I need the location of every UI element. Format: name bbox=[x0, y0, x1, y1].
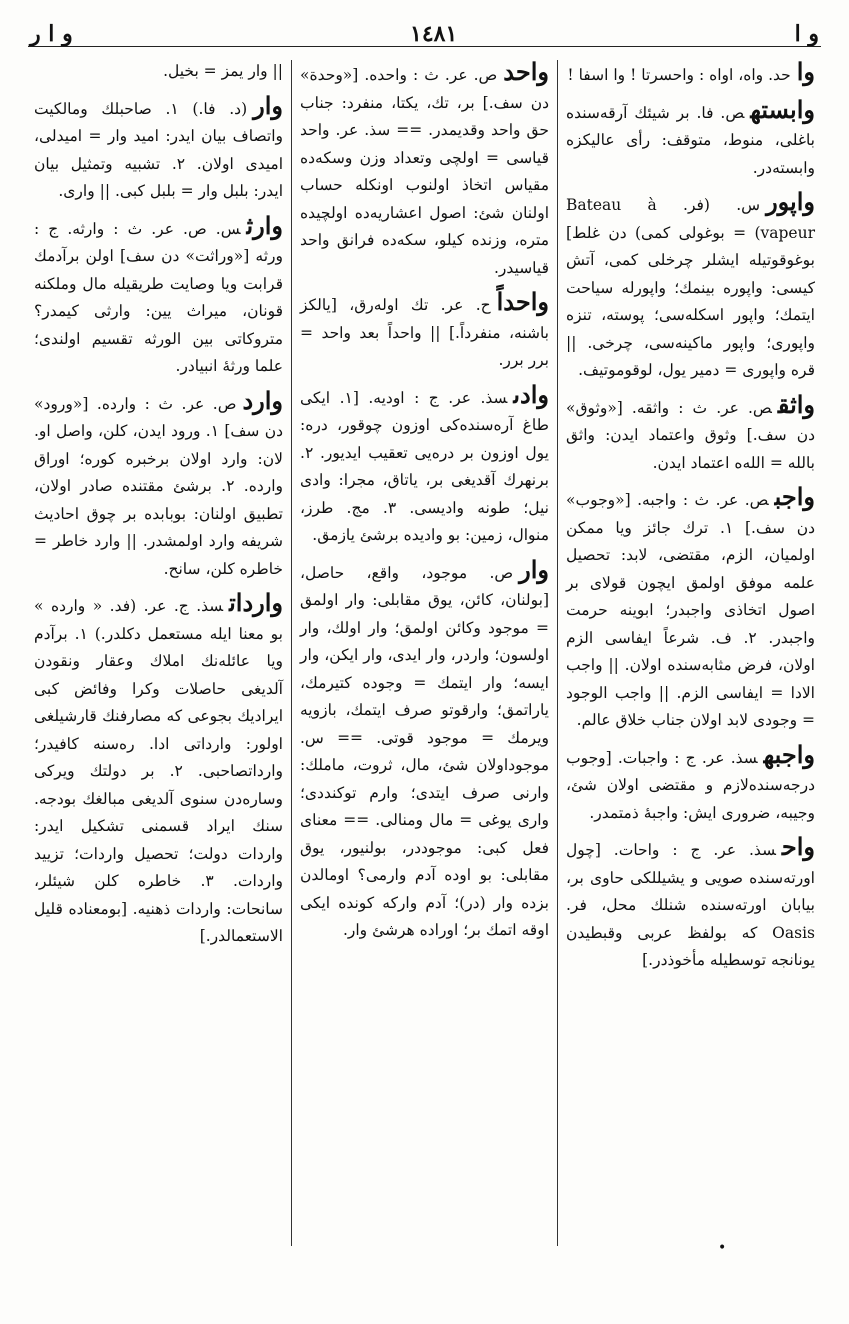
entry-headword: وابسته bbox=[750, 94, 815, 124]
entry-headword: وادى bbox=[513, 379, 549, 409]
dictionary-entry bbox=[566, 483, 815, 735]
footer-mark: • bbox=[718, 1240, 727, 1256]
entry-headword: وارث bbox=[246, 210, 283, 240]
entry-definition: ح. عر. تك اوله‌رق، [يالكز باشنه، منفرداً.] || واحداً بعد واحد = برر برر. bbox=[300, 296, 549, 369]
entry-headword: واح bbox=[781, 832, 815, 861]
entry-headword: واجبه bbox=[763, 739, 815, 769]
entry-definition: حد. واه، اواه : واحسرتا ! وا اسفا ! bbox=[567, 66, 791, 84]
dictionary-entry bbox=[300, 58, 549, 282]
entry-definition: ص. عر. ث : وارده. [«ورود» دن سف] ١. ورود ايدن، كلن، واصل او. لان: وارد اولان برخبره كوره؛ اوراق وارده. ٢. برشئ مقتنده صادر اولان، تطبيق اولنان: بوبابده بر چوق احاديث شريفه وارد اولمشدر. || وارد خاطر = خاطره كلن، سانح. bbox=[34, 394, 284, 578]
entry-definition: سذ. ج. عر. (فد. « وارده » بو معنا ايله مستعمل دكلدر.) ١. برآدم ويا عائله‌نك املاك وعقار ونقودن آلديغى حاصلات وكرا وفائض كبى ايراديك بجوعى كه مصارفنك قارشيلغى اولور: وارداتى ادا. ره‌سنه كافيدر؛ وارداتصاحبى. ٢. بر دولتك ويركى وساره‌دن سنوى آلديغى مبالغك بودجه. سنك ايراد قسمنى تشكيل ايدر: واردات دولت؛ تحصيل واردات؛ تزييد واردات. ٣. خاطره كلن شيئلر، سانحات: واردات ذهنيه. [بومعناده قليل الاستعمالدر.] bbox=[34, 597, 284, 945]
dictionary-entry bbox=[34, 92, 283, 206]
entry-headword: واپور bbox=[766, 187, 815, 216]
column-divider bbox=[291, 60, 292, 1246]
entry-headword: واردات bbox=[229, 588, 283, 617]
dictionary-entry bbox=[566, 391, 815, 478]
column-left bbox=[26, 56, 291, 1250]
entry-definition: سذ. عر. ج : واحات. [چول اورته‌سنده صويى و يشيللكى حاوى بر، بيابان اورته‌سنده شنلك محل، فر. Oasis كه بولفظ عربى وقبطيدن يونانجه توسطيله مأخوذدر.] bbox=[566, 841, 815, 969]
column-middle bbox=[292, 56, 557, 1250]
dictionary-entry bbox=[566, 58, 815, 90]
dictionary-entry bbox=[34, 212, 283, 381]
entry-headword: وارد bbox=[242, 385, 283, 415]
dictionary-entry bbox=[34, 589, 283, 951]
dictionary-entry bbox=[566, 96, 815, 183]
entry-headword: وا bbox=[796, 57, 815, 86]
dictionary-entry bbox=[566, 188, 815, 385]
dictionary-columns bbox=[26, 56, 823, 1250]
entry-definition: ص. موجود، واقع، حاصل، [بولنان، كائن، يوق مقابلى: وار اولمق = موجود وكائن اولمق؛ وار اولك، وار اولسون؛ واردر، وار ايدى، وار ايكن، وار ايسه؛ وار ايتمك = وجوده كتيرمك، ياراتمق؛ وارقوتو صرف ايتمك، بازويه ويرمك = موجود قوتى. == س. موجوداولان شئ، مال، ثروت، ماملك: وارنى صرف ايتدى؛ وارم توكنددى؛ وارى يوغى = مال ومنالى. == معناى فعل كبى: موجوددر، بولنيور، يوق مقابلى: بو اوده آدم وارمى؟ اومالدن بزده وار (در)؛ آدم واركه كونده ايكى اوقه اتمك بر؛ اوراده هرشئ وار. bbox=[300, 563, 549, 939]
entry-definition: ص. عر. ث : واجبه. [«وجوب» دن سف.] ١. ترك جائز ويا ممكن اولميان، الزم، مقتضى، لابد: تحصيل علمه موفق اولمق ايچون قولاى بر اصول اتخاذى واجبدر؛ ابوينه حرمت واجبدر. ٢. ف. شرعاً ايفاسى الزم اولان، فرض مثابه‌سنده اولان. || واجب الادا = ايفاسى الزم. || واجب الوجود = وجودى لابد اولان جناب خلاق عالم. bbox=[566, 491, 815, 729]
dictionary-entry bbox=[300, 556, 549, 945]
entry-definition: || وار يمز = بخيل. bbox=[163, 62, 283, 80]
entry-definition: ص. عر. ث : واثقه. [«وثوق» دن سف.] وثوق واعتماد ايدن: واثق بالله = الله‌ه اعتماد ايدن. bbox=[566, 398, 815, 472]
entry-definition: ص. فا. بر شيئك آرقه‌سنده باغلى، منوط، متوقف: رأى عاليكزه وابسته‌در. bbox=[566, 103, 815, 177]
entry-headword: واحد bbox=[503, 57, 549, 86]
dictionary-entry bbox=[34, 58, 283, 86]
entry-definition: سذ. عر. ج : اوديه. [١. ايكى طاغ آره‌سنده‌كى اوزون چوقور، دره: يول اوزون بر دره‌يى تعقيب ايديور. ٢. برنهرك آقديغى بر، ياتاق، مجرا: وادى نيل؛ طونه واديسى. ٣. مج. طرز، منوال، زمين: بو واديده برشئ يازمق. bbox=[300, 388, 549, 544]
dictionary-entry bbox=[34, 387, 283, 584]
entry-headword: واجب bbox=[774, 482, 815, 511]
header-right-letters: و ا bbox=[794, 21, 819, 47]
header-left-letters: و ا ر bbox=[30, 21, 73, 47]
entry-definition: س. ص. عر. ث : وارثه. ج : ورثه [«وراثت» دن سف] اولن برآدمك قرابت ويا وصايت طريقيله مال وملكنه قونان، ميراث يين: وارثى كيمدر؟ متروكاتى بين الورثه تقسيم اولندى؛ علما ورثهٔ انبيادر. bbox=[34, 219, 283, 375]
column-right bbox=[558, 56, 823, 1250]
dictionary-entry bbox=[300, 381, 549, 550]
entry-definition: ص. عر. ث : واحده. [«وحدة» دن سف.] بر، تك، يكتا، منفرد: جناب حق واحد وقديمدر. == سذ. عر. واحد قياسى = اولچى وتعداد وزن وسكه‌ده مقياس اتخاذ اولنوب اونكله حساب اولنان شئ: اصول اعشاريه‌ده اولچيده متره، وزنده كيلو، سكه‌ده فرانق واحد قياسيدر. bbox=[300, 66, 549, 277]
entry-definition: س. (فر. Bateau à vapeur) = بوغولى كمى) دن غلط] بوغوقوتيله ايشلر چرخلى كمى، آتش كيسى: واپوره بينمك؛ واپورله سياحت ايتمك؛ واپور اسكله‌سى؛ پوسته، تنزه واپورى؛ واپور ماكينه‌سى، چرخى. || قره واپورى = دمير يول، لوقوموتيف. bbox=[566, 196, 815, 379]
entry-headword: واحداً bbox=[496, 287, 549, 316]
entry-definition: سذ. عر. ج : واجبات. [وجوب درجه‌سنده‌لازم و مقتضى اولان شئ، وجيبه، ضرورى ايش: واجبهٔ ذمتمدر. bbox=[566, 748, 815, 822]
dictionary-entry bbox=[300, 288, 549, 375]
page-number: ١٤٨١ bbox=[410, 21, 458, 47]
entry-headword: وار bbox=[519, 554, 549, 584]
entry-headword: واثق bbox=[777, 389, 815, 419]
entry-headword: وار bbox=[253, 90, 283, 120]
entry-definition: (د. فا.) ١. صاحبلك ومالكيت واتصاف بيان ايدر: اميد وار = اميدلى، اميدى اولان. ٢. تشبيه وتمثيل بيان ايدر: بلبل وار = بلبل كبى. || وارى. bbox=[34, 99, 283, 200]
dictionary-entry bbox=[566, 741, 815, 828]
header-rule bbox=[28, 46, 821, 47]
dictionary-entry bbox=[566, 833, 815, 975]
column-divider bbox=[557, 60, 558, 1246]
